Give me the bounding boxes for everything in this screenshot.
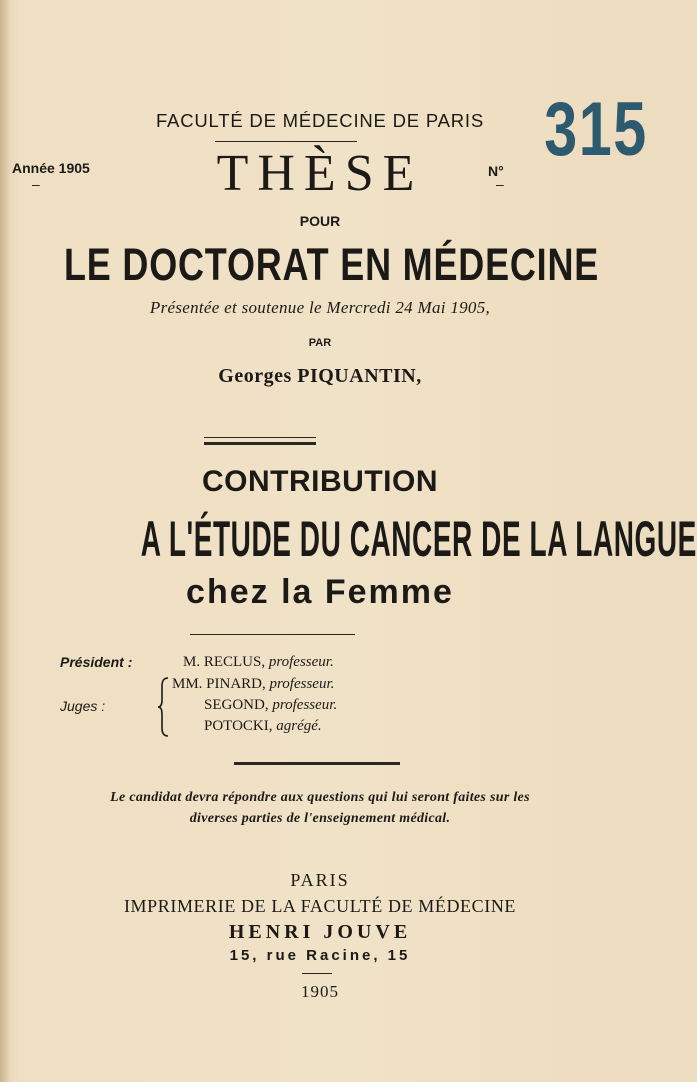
library-stamp-number: 315	[544, 87, 648, 172]
doctorat-heading: LE DOCTORAT EN MÉDECINE	[64, 239, 600, 290]
par-label: PAR	[308, 337, 332, 349]
presented-line: Présentée et soutenue le Mercredi 24 Mai 1905,	[149, 298, 491, 317]
imprint-rule	[302, 973, 332, 974]
year-dash: –	[32, 176, 40, 192]
jury-member-title: agrégé.	[276, 718, 322, 734]
jury-member-name: POTOCKI,	[204, 718, 273, 734]
juges-label: Juges :	[60, 698, 106, 714]
juges-brace-icon	[157, 676, 171, 738]
notice-rule	[234, 762, 400, 765]
imprint-city: PARIS	[290, 870, 350, 890]
notice-line-2: diverses parties de l'enseignement médical.	[189, 811, 451, 826]
jury-member-name: M. RECLUS,	[183, 654, 266, 670]
jury-member-title: professeur.	[272, 697, 338, 713]
jury-member-title: professeur.	[268, 654, 334, 670]
notice-line-1: Le candidat devra répondre aux questions qui lui seront faites sur les	[110, 790, 530, 805]
jury-member	[204, 697, 337, 714]
double-rule-top	[204, 437, 316, 438]
president-label: Président :	[60, 654, 133, 670]
imprint-year: 1905	[301, 982, 339, 1001]
number-dash: –	[496, 176, 504, 192]
double-rule-bottom	[204, 442, 316, 445]
jury-member	[183, 654, 334, 671]
subject-contribution: CONTRIBUTION	[202, 465, 438, 498]
jury-member-name: MM. PINARD,	[172, 676, 266, 692]
author-name: Georges PIQUANTIN,	[218, 365, 422, 387]
number-label: N°	[488, 163, 504, 179]
jury-member	[204, 718, 322, 735]
jury-member	[172, 676, 334, 693]
subject-main-title: A L'ÉTUDE DU CANCER DE LA LANGUE	[140, 511, 697, 567]
jury-rule	[190, 634, 355, 635]
subject-subtitle: chez la Femme	[186, 573, 454, 611]
jury-member-title: professeur.	[269, 676, 335, 692]
imprint-address: 15, rue Racine, 15	[229, 947, 411, 964]
faculty-rule	[215, 141, 357, 142]
imprint-printer: IMPRIMERIE DE LA FACULTÉ DE MÉDECINE	[123, 896, 517, 916]
these-title: THÈSE	[216, 145, 424, 202]
faculty-heading: FACULTÉ DE MÉDECINE DE PARIS	[155, 110, 485, 131]
pour-label: POUR	[299, 213, 341, 229]
year-label: Année 1905	[12, 160, 90, 176]
imprint-name: HENRI JOUVE	[228, 921, 412, 943]
jury-member-name: SEGOND,	[204, 697, 269, 713]
